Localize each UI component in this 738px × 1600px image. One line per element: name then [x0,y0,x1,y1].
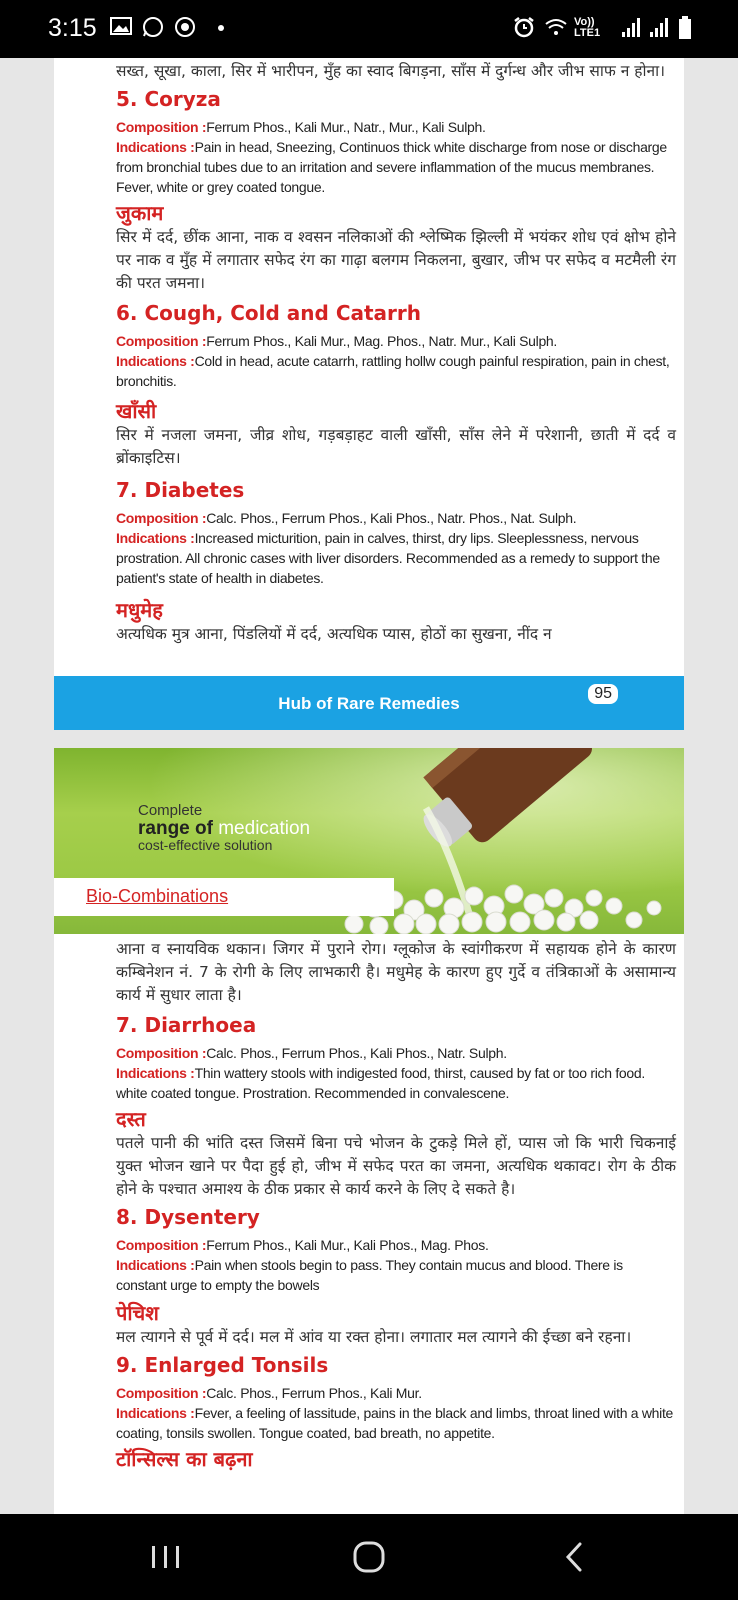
intro-hindi-text: आना व स्नायविक थकान। जिगर में पुराने रोग। ग्लूकोज के स्वांगीकरण में सहायक होने के कारण कम्बिनेशन नं. 7 के रोगी के लिए लाभकारी है। मधुमेह के कारण हुए गुर्दे व तंत्रिकाओं के असामान्य कार्य में सुधार लाता है। [116,940,676,1004]
recent-apps-icon[interactable] [146,1540,186,1574]
signal-icon [620,16,642,38]
wifi-icon [544,16,566,38]
page-footer [54,676,684,730]
hindi-heading: जुकाम [116,201,164,225]
section-heading: 7. Diarrhoea [116,1013,257,1037]
composition-text: Composition :Calc. Phos., Ferrum Phos., Kali Phos., Natr. Phos., Nat. Sulph. [116,510,577,526]
status-time: 3:15 [48,14,97,42]
home-icon[interactable] [350,1540,390,1574]
hindi-text: पतले पानी की भांति दस्त जिसमें बिना पचे भोजन के टुकड़े मिले हों, प्यास जो कि भारी चिकनाई युक्त भोजन खाने पर पैदा हुई हो, जीभ में सफेद परत का जमना, अत्यधिक थकावट। रोग के ठीक होने के पश्चात अमाश्य के ठीक प्रकार से कार्य करने के लिए दे सकते है। [116,1134,676,1198]
hindi-text: सिर में दर्द, छींक आना, नाक व श्वसन नलिकाओं की श्लेष्मिक झिल्ली में भयंकर शोध एवं क्षोभ होने पर नाक व मुँह में लगातार सफेद रंग का गाढ़ा बलगम निकलना, बुखार, जीभ पर सफेद व मटमैली रंग की परत जमना। [116,228,676,292]
app-icon [174,16,196,38]
back-icon[interactable] [556,1540,596,1574]
hindi-text: मल त्यागने से पूर्व में दर्द। मल में आंव या रक्त होना। लगातार मल त्यागने की ईच्छा बने रहना। [116,1328,632,1346]
indications-text: Indications :Cold in head, acute catarrh, rattling hollw cough painful respiration, pain in chest, bronchitis. [116,353,670,389]
indications-text: Indications :Fever, a feeling of lassitude, pains in the black and limbs, throat lined with a white coating, tonsils swollen. Tongue coated, bad breath, no appetite. [116,1405,674,1441]
page-number: 95 [586,682,620,706]
banner-line3: cost-effective solution [138,837,273,853]
hindi-heading: दस्त [116,1107,146,1131]
section-heading: 5. Coryza [116,87,221,111]
status-bar [0,0,738,58]
whatsapp-icon [142,16,164,38]
indications-text: Indications :Thin wattery stools with indigested food, thirst, caused by fat or too rich food. white coated tongue. Prostration. Recommended in convalescene. [116,1065,645,1101]
dot-icon [210,16,232,38]
section-heading: 6. Cough, Cold and Catarrh [116,301,422,325]
navigation-bar [0,1514,738,1600]
hindi-text: अत्यधिक मुत्र आना, पिंडलियों में दर्द, अत्यधिक प्यास, होठों का सुखना, नींद न [116,625,552,643]
signal-icon [648,16,670,38]
hindi-heading: टॉन्सिल्स का बढ़ना [116,1447,253,1471]
indications-text: Indications :Pain in head, Sneezing, Continuos thick white discharge from nose or discharge from bronchial tubes due to an irritation and severe inflammation of the mucus membranes. Fever, white or grey coated tongue. [116,139,667,195]
section-heading: 8. Dysentery [116,1205,260,1229]
indications-text: Indications :Pain when stools begin to pass. They contain mucus and blood. There is constant urge to empty the bowels [116,1257,623,1293]
banner-line2: range of medication [138,818,311,839]
battery-icon [674,16,696,38]
composition-text: Composition :Calc. Phos., Ferrum Phos., Kali Phos., Natr. Sulph. [116,1045,507,1061]
document-page-95 [54,58,684,730]
section-tag: Bio-Combinations [54,878,394,916]
document-page-next [54,748,684,1514]
section-heading: 7. Diabetes [116,478,245,502]
section-heading: 9. Enlarged Tonsils [116,1353,329,1377]
banner-line1: Complete [138,802,203,819]
footer-title: Hub of Rare Remedies [278,694,460,713]
composition-text: Composition :Ferrum Phos., Kali Mur., Natr., Mur., Kali Sulph. [116,119,486,135]
alarm-icon [512,16,534,38]
network-label: Vo)) LTE1 [574,16,601,39]
hindi-heading: पेचिश [116,1301,159,1325]
hindi-heading: मधुमेह [116,598,163,622]
hindi-text: सिर में नजला जमना, जीव्र शोध, गड़बड़ाहट वाली खाँसी, साँस लेने में परेशानी, छाती में दर्द व ब्रोंकाइटिस। [116,426,676,467]
indications-text: Indications :Increased micturition, pain in calves, thirst, dry lips. Sleeplessness, nervous prostration. All chronic cases with liver disorders. Recommended as a remedy to support the patient's state of health in diabetes. [116,530,660,586]
composition-text: Composition :Calc. Phos., Ferrum Phos., Kali Mur. [116,1385,422,1401]
banner-image [54,748,684,934]
composition-text: Composition :Ferrum Phos., Kali Mur., Kali Phos., Mag. Phos. [116,1237,489,1253]
gallery-icon [110,16,132,38]
hindi-heading: खाँसी [116,399,157,423]
intro-hindi-text: सख्त, सूखा, काला, सिर में भारीपन, मुँह का स्वाद बिगड़ना, साँस में दुर्गन्ध और जीभ साफ न होना। [116,62,665,80]
composition-text: Composition :Ferrum Phos., Kali Mur., Mag. Phos., Natr. Mur., Kali Sulph. [116,333,558,349]
